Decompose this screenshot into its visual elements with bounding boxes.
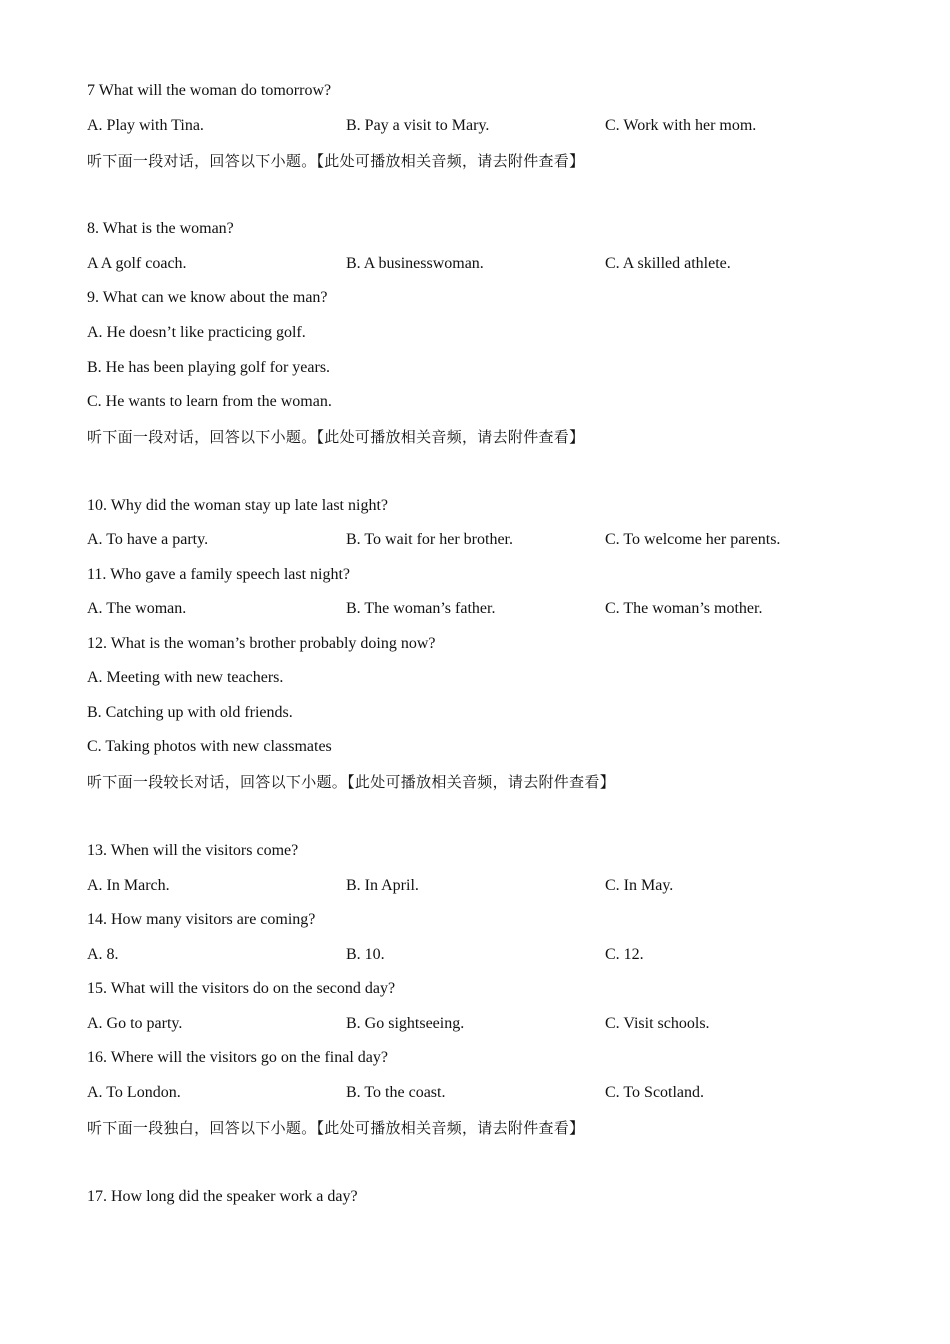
question-16: 16. Where will the visitors go on the final day? bbox=[87, 1049, 388, 1066]
question-10-option-c: C. To welcome her parents. bbox=[605, 531, 781, 548]
question-7-option-c: C. Work with her mom. bbox=[605, 117, 757, 134]
question-12: 12. What is the woman’s brother probably doing now? bbox=[87, 635, 436, 652]
question-15-option-a: A. Go to party. bbox=[87, 1015, 183, 1032]
question-13-option-b: B. In April. bbox=[346, 877, 419, 894]
question-14-option-a: A. 8. bbox=[87, 946, 119, 963]
question-12-option-c: C. Taking photos with new classmates bbox=[87, 738, 332, 755]
question-16-option-a: A. To London. bbox=[87, 1084, 181, 1101]
question-8: 8. What is the woman? bbox=[87, 220, 234, 237]
question-13-option-a: A. In March. bbox=[87, 877, 170, 894]
question-8-option-b: B. A businesswoman. bbox=[346, 255, 484, 272]
question-7-option-a: A. Play with Tina. bbox=[87, 117, 204, 134]
question-11-option-a: A. The woman. bbox=[87, 600, 187, 617]
question-15-option-b: B. Go sightseeing. bbox=[346, 1015, 465, 1032]
question-16-option-b: B. To the coast. bbox=[346, 1084, 446, 1101]
question-7-option-b: B. Pay a visit to Mary. bbox=[346, 117, 490, 134]
question-10: 10. Why did the woman stay up late last night? bbox=[87, 497, 388, 514]
section-instruction-4: 听下面一段独白，回答以下小题。【此处可播放相关音频，请去附件查看】 bbox=[87, 1119, 585, 1137]
question-12-option-a: A. Meeting with new teachers. bbox=[87, 669, 284, 686]
question-14-option-b: B. 10. bbox=[346, 946, 385, 963]
question-11: 11. Who gave a family speech last night? bbox=[87, 566, 351, 583]
question-16-option-c: C. To Scotland. bbox=[605, 1084, 705, 1101]
question-14-option-c: C. 12. bbox=[605, 946, 644, 963]
section-instruction-1: 听下面一段对话，回答以下小题。【此处可播放相关音频，请去附件查看】 bbox=[87, 152, 585, 170]
question-9: 9. What can we know about the man? bbox=[87, 289, 328, 306]
question-8-option-a: A A golf coach. bbox=[87, 255, 187, 272]
question-13-option-c: C. In May. bbox=[605, 877, 674, 894]
section-instruction-2: 听下面一段对话，回答以下小题。【此处可播放相关音频，请去附件查看】 bbox=[87, 428, 585, 446]
question-7: 7 What will the woman do tomorrow? bbox=[87, 82, 332, 99]
question-10-option-a: A. To have a party. bbox=[87, 531, 209, 548]
section-instruction-3: 听下面一段较长对话，回答以下小题。【此处可播放相关音频，请去附件查看】 bbox=[87, 773, 616, 791]
question-11-option-b: B. The woman’s father. bbox=[346, 600, 496, 617]
question-15: 15. What will the visitors do on the second day? bbox=[87, 980, 396, 997]
question-8-option-c: C. A skilled athlete. bbox=[605, 255, 731, 272]
question-15-option-c: C. Visit schools. bbox=[605, 1015, 710, 1032]
question-9-option-c: C. He wants to learn from the woman. bbox=[87, 393, 332, 410]
question-17: 17. How long did the speaker work a day? bbox=[87, 1188, 358, 1205]
question-9-option-b: B. He has been playing golf for years. bbox=[87, 359, 331, 376]
question-9-option-a: A. He doesn’t like practicing golf. bbox=[87, 324, 306, 341]
question-12-option-b: B. Catching up with old friends. bbox=[87, 704, 293, 721]
question-11-option-c: C. The woman’s mother. bbox=[605, 600, 763, 617]
question-10-option-b: B. To wait for her brother. bbox=[346, 531, 513, 548]
question-13: 13. When will the visitors come? bbox=[87, 842, 299, 859]
question-14: 14. How many visitors are coming? bbox=[87, 911, 316, 928]
